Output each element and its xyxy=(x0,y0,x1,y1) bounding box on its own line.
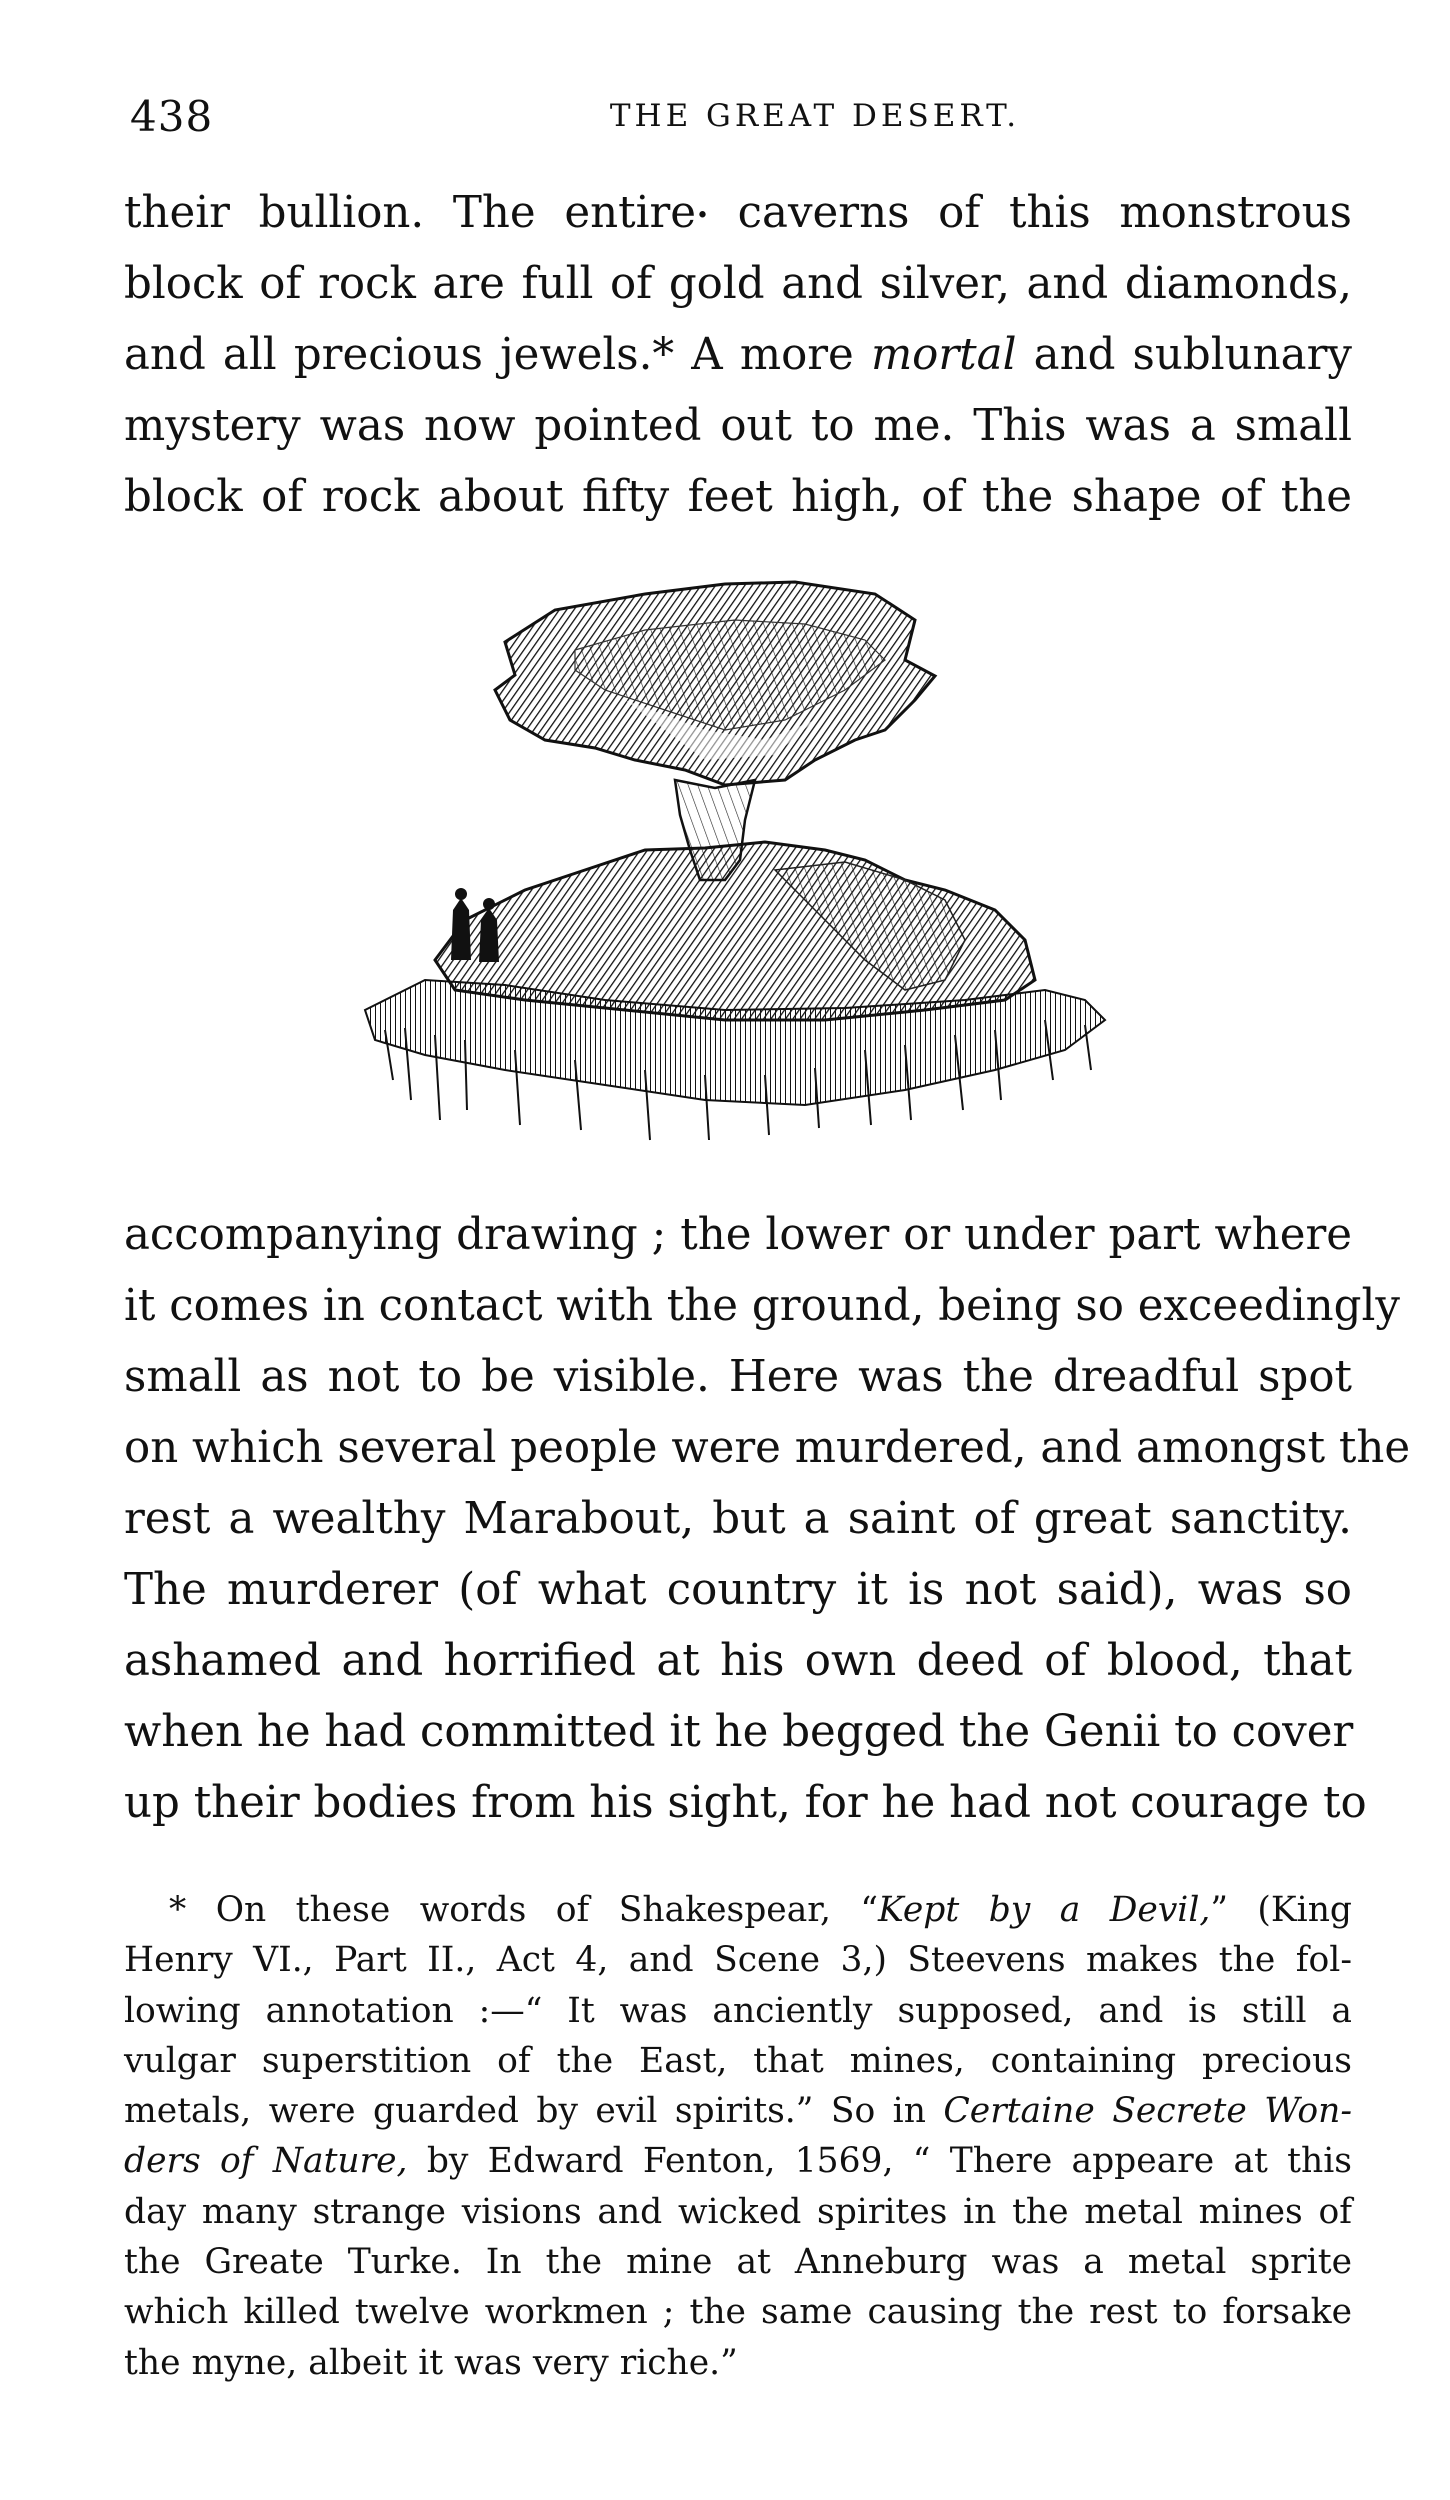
body-paragraph-bottom xyxy=(124,1200,1411,1839)
footnote-line: lowing annotation :—“ It was anciently supposed, and is still a xyxy=(124,1990,1352,2031)
text-line: up their bodies from his sight, for he had not courage to xyxy=(124,1778,1367,1828)
text-line: The murderer (of what country it is not said), was so xyxy=(124,1565,1352,1615)
text-line: accompanying drawing ; the lower or under part where xyxy=(124,1210,1352,1260)
mushroom-rock-engraving-icon xyxy=(345,580,1125,1145)
footnote-line: the Greate Turke. In the mine at Anneburg was a metal sprite xyxy=(124,2242,1352,2283)
text-line: mystery was now pointed out to me. This was a small xyxy=(124,401,1352,451)
page-number: 438 xyxy=(130,92,214,141)
running-head xyxy=(130,92,1370,142)
text-line: rest a wealthy Marabout, but a saint of great sanctity. xyxy=(124,1494,1352,1544)
text-line: their bullion. The entire• caverns of this monstrous xyxy=(124,188,1352,238)
text-line: ashamed and horrified at his own deed of blood, that xyxy=(124,1636,1352,1686)
text-line: when he had committed it he begged the Genii to cover xyxy=(124,1707,1354,1757)
footnote-line: ders of Nature, by Edward Fenton, 1569, “ There appeare at this xyxy=(124,2141,1352,2182)
body-paragraph-top xyxy=(124,178,1352,533)
footnote-line: vulgar superstition of the East, that mines, containing precious xyxy=(124,2040,1352,2081)
footnote-line: metals, were guarded by evil spirits.” So in Certaine Secrete Won- xyxy=(124,2091,1353,2132)
text-line: small as not to be visible. Here was the dreadful spot xyxy=(124,1352,1352,1402)
mushroom-rock-illustration xyxy=(345,580,1125,1145)
text-line: block of rock about fifty feet high, of the shape of the xyxy=(124,472,1352,522)
footnote-line: the myne, albeit it was very riche.” xyxy=(124,2342,738,2383)
running-title: THE GREAT DESERT. xyxy=(609,98,1021,134)
text-line: on which several people were murdered, and amongst the xyxy=(124,1423,1411,1473)
text-line: and all precious jewels.* A more mortal and sublunary xyxy=(124,330,1352,380)
text-line: block of rock are full of gold and silver, and diamonds, xyxy=(124,259,1352,309)
footnote xyxy=(124,1885,1352,2388)
footnote-line: which killed twelve workmen ; the same causing the rest to forsake xyxy=(124,2292,1352,2333)
footnote-line: day many strange visions and wicked spirites in the metal mines of xyxy=(124,2191,1352,2232)
footnote-line: * On these words of Shakespear, “Kept by a Devil,” (King xyxy=(169,1890,1353,1930)
footnote-line: Henry VI., Part II., Act 4, and Scene 3,) Steevens makes the fol- xyxy=(124,1940,1352,1981)
text-line: it comes in contact with the ground, being so exceedingly xyxy=(124,1281,1400,1331)
